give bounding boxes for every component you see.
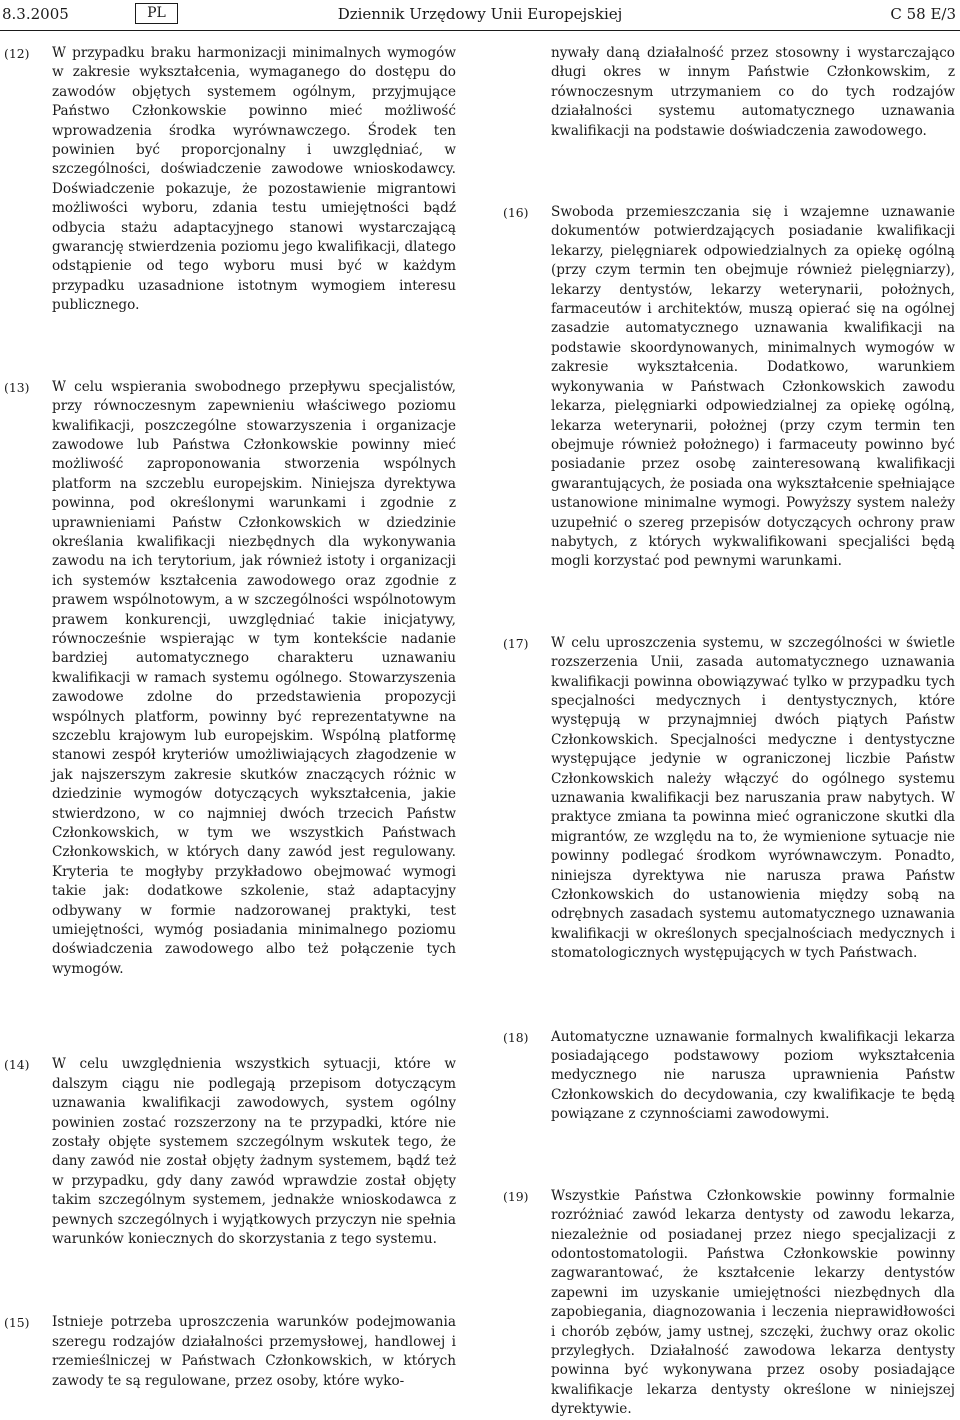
header-date: 8.3.2005 [2, 5, 69, 23]
language-code-box: PL [135, 3, 178, 24]
recital-text: W przypadku braku harmonizacji minimalnych wymogów w zakresie wykształcenia, wymaganego do dostępu do zawodów objętych systemem ogólnym, przyjmujące Państwo Członkowskie powinno mieć możliwość wprowadzenia środka wyrównawczego. Środek ten powinien być proporcjonalny i uwzględniać, w szczególności, doświadczenie zawodowe wnioskodawcy. Doświadczenie pokazuje, że pozostawienie migrantowi możliwości wyboru, zdania testu umiejętności bądź odbycia stażu adaptacyjnego stanowi wystarczającą gwarancję stwierdzenia poziomu jego kwalifikacji, dlatego odstąpienie od tego wyboru musi być w każdym przypadku uzasadnione istotnym wymogiem interesu publicznego. [52, 45, 456, 314]
recital-15-continued [503, 44, 955, 141]
recital-number: (12) [4, 46, 30, 61]
recital-number: (14) [4, 1057, 30, 1073]
page-header [0, 0, 960, 30]
recital-17 [503, 634, 955, 964]
recital-text: nywały daną działalność przez stosowny i wystarczająco długi okres w innym Państwie Członkowskim, z równoczesnym utrzymaniem co do tych rodzajów działalności systemu automatycznego uznawania kwalifikacji na podstawie doświadczenia zawodowego. [551, 45, 955, 139]
recital-number: (17) [503, 635, 529, 651]
recital-16 [503, 203, 955, 572]
journal-title: Dziennik Urzędowy Unii Europejskiej [337, 5, 623, 23]
recital-14 [4, 1055, 456, 1249]
recital-text: Automatyczne uznawanie formalnych kwalifikacji lekarza posiadającego podstawowy poziom wykształcenia medycznego nie narusza uprawnienia Państw Członkowskich do decydowania, czy kwalifikacje te będą powiązane z czynnościami zawodowymi. [551, 1028, 955, 1123]
recital-15 [4, 1313, 456, 1391]
header-rule [0, 30, 960, 31]
recital-number: (19) [503, 1188, 529, 1204]
right-column [503, 44, 955, 1420]
recital-text: W celu uproszczenia systemu, w szczególności w świetle rozszerzenia Unii, zasada automatycznego uznawania kwalifikacji powinna obowiązywać tylko w przypadku tych specjalności medycznych i dentystycznych, które występują w przynajmniej dwóch piątych Państw Członkowskich. Specjalności medyczne i dentystyczne występujące jedynie w ograniczonej liczbie Państw Członkowskich należy włączyć do ogólnego systemu uznawania kwalifikacji bez naruszania praw nabytych. W praktyce zmiana ta powinna mieć ograniczone skutki dla migrantów, ze względu na to, że wymienione sytuacje nie powinny podlegać środkom wyrównawczym. Ponadto, niniejsza dyrektywa nie narusza prawa Państw Członkowskich do ustanowienia między sobą na odrębnych zasadach systemu automatycznego uznawania kwalifikacji w określonych specjalnościach medycznych i stomatologicznych występujących w tych Państwach. [551, 634, 955, 962]
recital-number: (16) [503, 205, 529, 221]
recital-text: W celu wspierania swobodnego przepływu specjalistów, przy równoczesnym zapewnieniu właściwego poziomu kwalifikacji, poszczególne stowarzyszenia i organizacje zawodowe lub Państwa Członkowskie powinny mieć możliwość zaproponowania stworzenia wspólnych platform na szczeblu europejskim. Niniejsza dyrektywa powinna, pod określonymi warunkami i zgodnie z uprawnieniami Państw Członkowskich w dziedzinie określania kwalifikacji niezbędnych dla wykonywania zawodu na ich terytorium, jak również istoty i organizacji ich systemów kształcenia zawodowego oraz zgodnie z prawem wspólnotowym, a w szczególności wspólnotowym prawem konkurencji, uwzględniać takie inicjatywy, równocześnie wspierając w tym kontekście nadanie bardziej automatycznego charakteru uznawaniu kwalifikacji w ramach systemu ogólnego. Stowarzyszenia zawodowe zdolne do przedstawienia propozycji wspólnych platform, powinny być reprezentatywne na szczeblu krajowym lub europejskim. Wspólną platformę stanowi zespół kryteriów umożliwiających złagodzenie w jak najszerszym zakresie skutków znaczących różnic w dziedzinie wymogów dotyczących wykształcenia, jakie stwierdzono, w co najmniej dwóch trzecich Państw Członkowskich, w tym we wszystkich Państwach Członkowskich, w których dany zawód jest regulowany. Kryteria te mogłyby przykładowo obejmować wymogi takie jak: dodatkowe szkolenie, staż adaptacyjny odbywany w formie nadzorowanej praktyki, test umiejętności, wymóg posiadania minimalnego poziomu doświadczenia zawodowego albo też połączenie tych wymogów. [52, 378, 456, 977]
recital-number: (15) [4, 1315, 30, 1331]
recital-text: Wszystkie Państwa Członkowskie powinny formalnie rozróżniać zawód lekarza dentysty od zawodu lekarza, niezależnie od posiadanej przez niego specjalizacji z odontostomatologii. Państwa Członkowskie powinny zagwarantować, że kształcenie lekarzy dentystów zapewni im uzyskanie umiejętności niezbędnych dla zapobiegania, diagnozowania i leczenia nieprawidłowości i chorób zębów, jamy ustnej, szczęki, żuchwy oraz okolic przyległych. Działalność zawodowa lekarza dentysty powinna być wykonywana przez osoby posiadające kwalifikacje lekarza dentysty określone w niniejszej dyrektywie. [551, 1187, 955, 1418]
recital-text: W celu uwzględnienia wszystkich sytuacji, które w dalszym ciągu nie podlegają przepisom dotyczącym uznawania kwalifikacji zawodowych, system ogólny powinien zostać rozszerzony na te przypadki, które nie zostały objęte systemem szczególnym wskutek tego, że dany zawód nie został objęty żadnym systemem, bądź też w przypadku, gdy dany zawód wprawdzie został objęty takim szczególnym systemem, jednakże wnioskodawca z pewnych szczególnych i wyjątkowych przyczyn nie spełnia warunków koniecznych do skorzystania z tego systemu. [52, 1056, 456, 1247]
recital-text: Istnieje potrzeba uproszczenia warunków podejmowania szeregu rodzajów działalności przemysłowej, handlowej i rzemieślniczej w Państwach Członkowskich, w których zawody te są regulowane, przez osoby, które wyko- [52, 1314, 456, 1389]
page-reference: C 58 E/3 [890, 5, 956, 23]
recital-number: (13) [4, 379, 30, 395]
left-column [4, 44, 456, 1391]
recital-12 [4, 44, 456, 316]
recital-19 [503, 1187, 955, 1420]
recital-number: (18) [503, 1029, 529, 1045]
recital-18 [503, 1028, 955, 1125]
recital-13 [4, 378, 456, 980]
recital-text: Swoboda przemieszczania się i wzajemne uznawanie dokumentów potwierdzających posiadanie kwalifikacji lekarzy, pielęgniarek odpowiedzialnych za opiekę ogólną (przy czym termin ten obejmuje również pielęgniarzy), lekarzy dentystów, lekarzy weterynarii, położnych, farmaceutów i architektów, muszą opierać się na ogólnej zasadzie automatycznego uznawania kwalifikacji na podstawie skoordynowanych, minimalnych wymogów w zakresie wykształcenia. Dodatkowo, warunkiem wykonywania w Państwach Członkowskich zawodu lekarza, pielęgniarki odpowiedzialnej za opiekę ogólną, lekarza weterynarii, położnej (przy czym termin ten obejmuje również położnego) i farmaceuty powinno być posiadanie przez osobę zainteresowaną kwalifikacji gwarantujących, że posiada ona wykształcenie spełniające ustanowione minimalne wymogi. Powyższy system należy uzupełnić o szereg przepisów dotyczących ochrony praw nabytych, z których wykwalifikowani specjaliści będą mogli korzystać pod pewnymi warunkami. [551, 204, 955, 570]
